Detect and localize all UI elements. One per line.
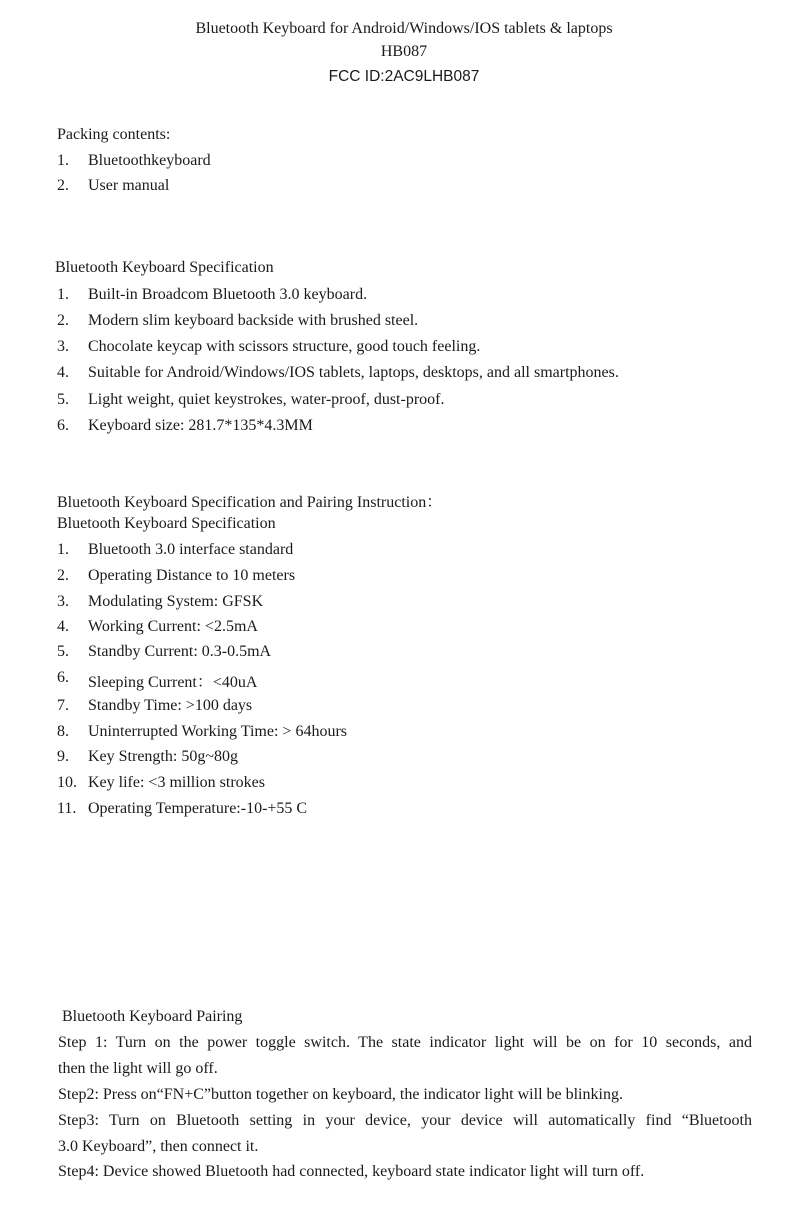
item-number: 3. [57,338,69,355]
list-item [0,643,808,663]
item-number: 9. [57,748,69,765]
document-title: Bluetooth Keyboard for Android/Windows/IOS tablets & laptops [195,20,613,37]
spec-heading: Bluetooth Keyboard Specification [55,259,274,276]
item-text: Built-in Broadcom Bluetooth 3.0 keyboard. [88,286,368,303]
list-item [0,286,808,306]
item-number: 6. [57,669,69,686]
item-number: 2. [57,567,69,584]
list-item [0,697,808,717]
item-number: 5. [57,391,69,408]
item-number: 1. [57,541,69,558]
item-text: Operating Distance to 10 meters [88,567,296,584]
item-number: 4. [57,618,69,635]
item-number: 10. [57,774,77,791]
model-number: HB087 [380,43,428,60]
item-number: 2. [57,312,69,329]
step-1-line-1: Step 1: Turn on the power toggle switch. The state indicator light will be on for 10 seconds, and [58,1034,752,1051]
item-text: Key Strength: 50g~80g [88,748,238,765]
list-item [0,800,808,820]
list-item [0,177,808,197]
item-text: Uninterrupted Working Time: > 64hours [88,723,347,740]
item-text: User manual [88,177,170,194]
list-item [0,338,808,358]
list-item [0,417,808,437]
item-text: Bluetooth 3.0 interface standard [88,541,294,558]
pairing-heading: Bluetooth Keyboard Pairing [62,1008,243,1025]
item-text: Standby Time: >100 days [88,697,253,714]
step-1-line-2: then the light will go off. [58,1060,218,1077]
list-item [0,541,808,561]
item-text: Sleeping Current：<40uA [88,674,258,691]
item-number: 2. [57,177,69,194]
item-number: 11. [57,800,77,817]
list-item [0,774,808,794]
pairing-instruction-heading: Bluetooth Keyboard Specification and Pairing Instruction： [57,494,443,511]
item-text: Operating Temperature:-10-+55 C [88,800,308,817]
step-4: Step4: Device showed Bluetooth had connected, keyboard state indicator light will turn off. [58,1163,645,1180]
list-item [0,391,808,411]
item-text: Key life: <3 million strokes [88,774,265,791]
item-number: 7. [57,697,69,714]
item-text: Keyboard size: 281.7*135*4.3MM [88,417,313,434]
item-text: Standby Current: 0.3-0.5mA [88,643,272,660]
item-number: 1. [57,152,69,169]
item-text: Bluetoothkeyboard [88,152,211,169]
list-item [0,152,808,172]
step-3-line-2: 3.0 Keyboard”, then connect it. [58,1138,259,1155]
spec-heading: Bluetooth Keyboard Specification [57,515,276,532]
list-item [0,669,808,689]
item-number: 3. [57,593,69,610]
item-text: Working Current: <2.5mA [88,618,258,635]
item-text: Chocolate keycap with scissors structure, good touch feeling. [88,338,481,355]
item-number: 4. [57,364,69,381]
step-3-line-1: Step3: Turn on Bluetooth setting in your device, your device will automatically find “Bluetooth [58,1112,752,1129]
fcc-id: FCC ID:2AC9LHB087 [328,68,480,85]
step-2: Step2: Press on“FN+C”button together on keyboard, the indicator light will be blinking. [58,1086,623,1103]
list-item [0,618,808,638]
item-text: Modulating System: GFSK [88,593,264,610]
list-item [0,748,808,768]
list-item [0,593,808,613]
list-item [0,364,808,384]
list-item [0,312,808,332]
item-text: Light weight, quiet keystrokes, water-proof, dust-proof. [88,391,445,408]
item-text: Suitable for Android/Windows/IOS tablets, laptops, desktops, and all smartphones. [88,364,619,381]
item-number: 6. [57,417,69,434]
list-item [0,567,808,587]
item-number: 8. [57,723,69,740]
item-number: 5. [57,643,69,660]
packing-heading: Packing contents: [57,126,171,143]
item-number: 1. [57,286,69,303]
list-item [0,723,808,743]
item-text: Modern slim keyboard backside with brushed steel. [88,312,419,329]
